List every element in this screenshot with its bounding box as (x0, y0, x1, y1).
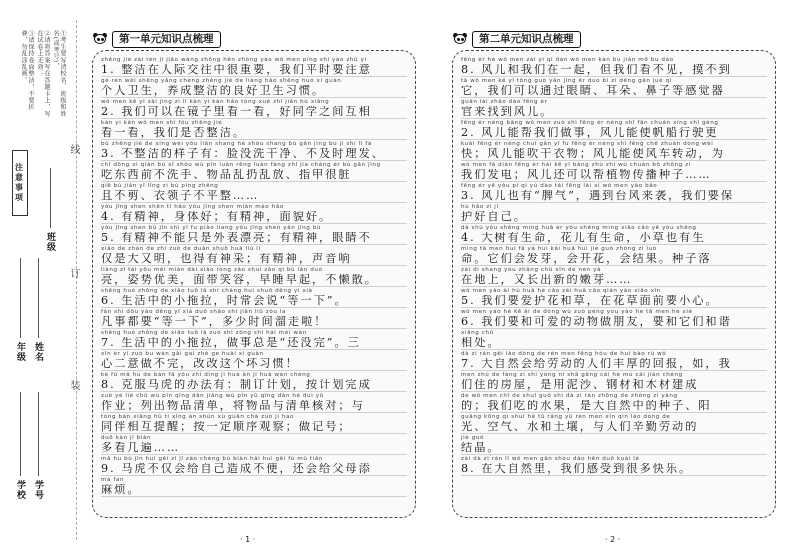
text-line: 4. 大树有生命，花儿有生命，小草也有生 (461, 232, 767, 245)
pinyin-line: wǒ men kě yǐ zài jìng zi lǐ kàn yi kàn hǎo tóng xué zhī jiān hù xiāng (101, 99, 330, 105)
text-line: 我们发电；风儿还可以帮植物传播种子…… (461, 169, 767, 182)
pinyin-line: kuài fēng ér néng chuī gān yī fu fēng ér néng shǐ fēng chē zhuàn dòng wèi (461, 141, 714, 147)
text-line: 光、空气、水和土壤，与人们辛勤劳动的 (461, 421, 767, 434)
pinyin-line: kè fú mǎ hu de bàn fǎ yǒu zhì dìng jì huà àn jì huà wán chéng (101, 372, 311, 378)
text-line: 它，我们可以通过眼睛、耳朵、鼻子等感觉器 (461, 85, 767, 98)
text-line: 个人卫生，养成整洁的良好卫生习惯。 (101, 85, 407, 98)
text-line: 8. 风儿和我们在一起，但我们看不见，摸不到 (461, 64, 767, 77)
pinyin-line: xiāng chǔ (461, 330, 494, 336)
name-label: 姓名 (33, 342, 43, 362)
text-line: 看一看，我们是否整洁。 (101, 127, 407, 140)
text-line: 快；风儿能吹干衣物；风儿能使风车转动，为 (461, 148, 767, 161)
pinyin-line: qiě bù jiǎn yī lǐng zi bù píng zhěng (101, 183, 219, 189)
pinyin-line: xīn èr yì zuò bu wán gǎi gai zhè ge huài xí guàn (101, 351, 264, 357)
notice-label: 注意事项 (12, 150, 28, 216)
text-line: 官来找到风儿。 (461, 106, 767, 119)
text-line: 护好自己。 (461, 211, 767, 224)
text-line: 亮，姿势优美，面带笑容，早睡早起，不懒散。 (101, 274, 407, 287)
text-line: 6. 我们要和可爱的动物做朋友，要和它们和谐 (461, 316, 767, 329)
text-line: 1. 整洁在人际交往中很重要，我们平时要注意 (101, 64, 407, 77)
number-label: 学号 (33, 480, 43, 500)
text-line: 们住的房屋，是用泥沙、钢材和木材建成 (461, 379, 767, 392)
pinyin-line: má fan (101, 477, 125, 483)
pinyin-line: zài dì shang yòu zhǎng chū xīn de nèn yá (461, 267, 602, 273)
pinyin-line: zài dà zì rán lǐ wǒ men gǎn shòu dào hěn duō kuài lè (461, 456, 640, 462)
pinyin-line: hù hǎo zì jǐ (461, 204, 499, 210)
pinyin-line: zuò yè liè chū wù pǐn qīng dān jiāng wù pǐn yǔ qīng dān hé duì yǔ (101, 393, 324, 399)
text-line: 结晶。 (461, 442, 767, 455)
exam-notes (10, 30, 66, 122)
pinyin-line: yǒu jīng shen shēn tǐ hǎo yǒu jīng shen miàn mào hǎo (101, 204, 284, 210)
binding-strip (0, 0, 84, 557)
text-line: 仅是大又明，也得有神采；有精神，声音响 (101, 253, 407, 266)
pinyin-line: fēng ér néng bāng wǒ men zuò shì fēng ér néng shǐ fān chuán xíng shǐ gèng (461, 120, 719, 126)
pinyin-line: shēng huó zhōng de xiǎo tuō lā shí cháng huì shuō děng yí xià (101, 288, 313, 294)
text-line: 同伴相互提醒；按一定顺序观察；做记号； (101, 421, 407, 434)
pinyin-line: gè rén wèi shēng yǎng chéng zhěng jié de liáng hǎo shēng huó xí guàn (101, 78, 342, 84)
pinyin-line: wǒ men fā diàn fēng ér hái kě yǐ bāng zhù zhí wù chuán bō zhǒng zi (461, 162, 691, 168)
pinyin-line: mǎ hu bù jǐn huì gěi zì jǐ zào chéng bù biàn hái huì gěi fù mǔ tiān (101, 456, 323, 462)
cut-mark-bind: 订 (68, 268, 79, 278)
pinyin-line: tā wǒ men kě yǐ tōng guò yǎn jing ěr duo bí zi děng gǎn jué qì (461, 78, 672, 84)
pinyin-line: bù zhěng jié de xíng wéi yǒu liǎn shang hé shǒu shang bù gān jìng bù jí shí lǐ fà (101, 141, 372, 147)
pinyin-line: fēng ér hé wǒ men zài yì qǐ dàn wǒ men kàn bu jiàn mō bu dào (461, 57, 674, 63)
pinyin-line: shēng huó zhōng de xiǎo tuō lā zuò shì zǒng shì hái méi wán (101, 330, 307, 336)
school-label: 学校 (15, 480, 25, 500)
page-number-1: · 1 · (240, 535, 256, 544)
pinyin-line: duō kàn jǐ biàn (101, 435, 152, 441)
unit2-title-bar (452, 30, 581, 48)
cut-line (76, 20, 77, 540)
pinyin-line: fēng ér yě yǒu pí qi yù dào tái fēng lái xí wǒ men yào bǎo (461, 183, 658, 189)
unit1-panel (92, 50, 416, 518)
pinyin-line: de wǒ men chī de shuǐ guǒ shì dà zì rán zhōng de zhǒng zi yáng (461, 393, 678, 399)
unit2-panel (452, 50, 776, 518)
text-line: 8. 在大自然里，我们感受到很多快乐。 (461, 463, 767, 476)
pinyin-line: tóng bàn xiāng hù tí xǐng àn shùn xù guān chá zuò jì hao (101, 414, 295, 420)
pinyin-line: chī dōng xi qián bù xǐ shǒu wù pǐn luàn rēng luàn fàng zhǐ jia cháng ér bù gān jìng (101, 162, 381, 168)
class-label: 班级 (45, 232, 55, 252)
text-line: 2. 我们可以在镜子里看一看，好同学之间互相 (101, 106, 407, 119)
text-line: 7. 生活中的小拖拉，做事总是“还没完”。三 (101, 337, 407, 350)
panda-icon (92, 33, 108, 45)
text-line: 相处。 (461, 337, 767, 350)
text-line: 5. 有精神不能只是外表漂亮；有精神，眼睛不 (101, 232, 407, 245)
pinyin-line: men zhù de fáng zi shì yòng ní shā gāng cái hé mù cái jiàn chéng (461, 372, 683, 378)
cut-mark-pack: 装 (68, 380, 79, 390)
text-line: 3. 不整洁的样子有：脸没洗干净、不及时理发、 (101, 148, 407, 161)
pinyin-line: wǒ men yào hé kě ài de dòng wù zuò péng you yào hé tā men hé xié (461, 309, 693, 315)
text-line: 作业；列出物品清单，将物品与清单核对；与 (101, 400, 407, 413)
cut-mark-line: 线 (68, 144, 79, 154)
grade-field[interactable] (20, 258, 21, 338)
text-line: 8. 克服马虎的办法有：制订计划，按计划完成 (101, 379, 407, 392)
text-line: 麻烦。 (101, 484, 407, 497)
page-number-2: · 2 · (605, 535, 621, 544)
text-line: 5. 我们要爱护花和草，在花草面前要小心。 (461, 295, 767, 308)
unit1-title: 第一单元知识点梳理 (112, 31, 221, 48)
note-1: ①考生要写清校名、班级和姓名(或考号)， (52, 30, 66, 118)
number-field[interactable] (38, 392, 39, 476)
school-field[interactable] (20, 392, 21, 476)
text-line: 4. 有精神，身体好；有精神，面貌好。 (101, 211, 407, 224)
pinyin-line: guāng kōng qì shuǐ hé tǔ rǎng yǔ rén men xīn qín láo dòng de (461, 414, 671, 420)
pinyin-line: guān lái zhǎo dào fēng ér (461, 99, 548, 105)
note-3: ③请保持卷面整洁，不要折叠，勿乱涂乱画。 (20, 30, 34, 111)
text-line: 6. 生活中的小拖拉，时常会说“等一下”。 (101, 295, 407, 308)
name-field[interactable] (38, 258, 39, 338)
pinyin-line: jié guǒ (461, 435, 485, 441)
text-line: 心二意做不完，改改这个坏习惯！ (101, 358, 407, 371)
unit2-title: 第二单元知识点梳理 (472, 31, 581, 48)
pinyin-line: mìng tā men huì fā yá huì kāi huā huì jié guǒ zhǒng zi luò (461, 246, 657, 252)
class-field[interactable] (50, 168, 51, 228)
pinyin-line: dà zì rán gěi láo dòng de rén men fēng hòu de huí bào rú wǒ (461, 351, 667, 357)
text-line: 且不剪、衣领子不平整…… (101, 190, 407, 203)
panda-icon (452, 33, 468, 45)
pinyin-line: wǒ men yào ài hù huā hé cǎo zài huā cǎo qián yào xiǎo xīn (461, 288, 661, 294)
text-line: 9. 马虎不仅会给自己造成不便，还会给父母添 (101, 463, 407, 476)
pinyin-line: dà shù yǒu shēng mìng huā ér yǒu shēng mìng xiǎo cǎo yě yǒu shēng (461, 225, 697, 231)
unit1-content (101, 57, 407, 498)
text-line: 的；我们吃的水果，是大自然中的种子、阳 (461, 400, 767, 413)
pinyin-line: yǒu jīng shen bù jǐn shì yī fu piào liang yǒu jīng shen yǎn jīng bù (101, 225, 322, 231)
pinyin-line: liàng zī tài yōu měi miàn dài xiào róng zǎo shuì zǎo qǐ bù lǎn duò (101, 267, 323, 273)
pinyin-line: zhěng jié zài rén jì jiāo wǎng zhōng hěn zhòng yào wǒ men píng shí yào zhù yì (101, 57, 367, 63)
text-line: 7. 大自然会给劳动的人们丰厚的回报，如，我 (461, 358, 767, 371)
text-line: 多看几遍…… (101, 442, 407, 455)
text-line: 2. 风儿能帮我们做事，风儿能使帆船行驶更 (461, 127, 767, 140)
text-line: 吃东西前不洗手、物品乱扔乱放、指甲很脏 (101, 169, 407, 182)
text-line: 3. 风儿也有“脾气”，遇到台风来袭，我们要保 (461, 190, 767, 203)
pinyin-line: fán shì dōu yào děng yí xià duō shǎo shí jiān liū zǒu la (101, 309, 287, 315)
pinyin-line: kàn yi kàn wǒ men shì fǒu zhěng jié (101, 120, 223, 126)
pinyin-line: xiǎo de zhàn de zhí zuò de duān shuō huà liú lì (101, 246, 261, 252)
grade-label: 年级 (15, 342, 25, 362)
note-2: ②请将答案写在答题卡上，写在试卷上无效； (36, 30, 50, 118)
text-line: 凡事都要“等一下”，多少时间溜走啦！ (101, 316, 407, 329)
unit1-title-bar (92, 30, 221, 48)
text-line: 在地上，又长出新的嫩芽…… (461, 274, 767, 287)
unit2-content (461, 57, 767, 477)
text-line: 命。它们会发芽，会开花，会结果。种子落 (461, 253, 767, 266)
